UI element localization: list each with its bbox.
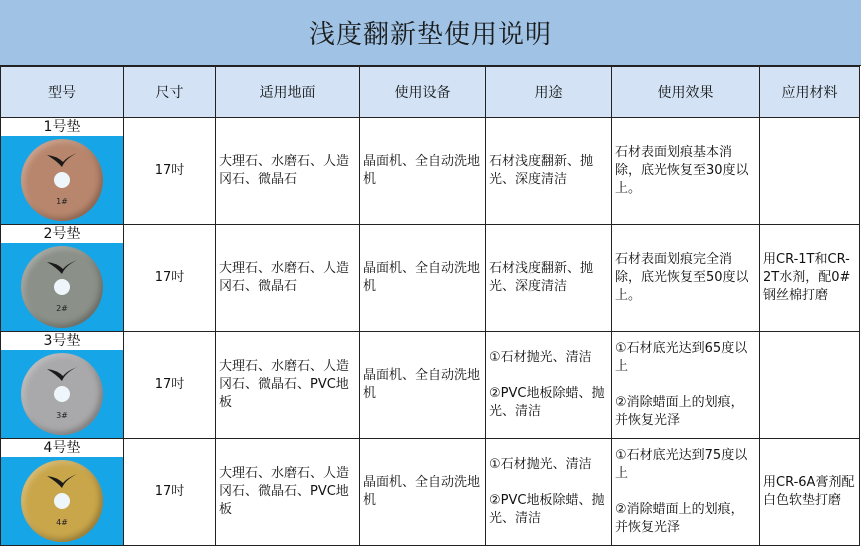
header-model: 型号	[1, 67, 124, 118]
pad-disc	[21, 460, 103, 542]
use-cell	[486, 332, 612, 439]
header-use: 用途	[486, 67, 612, 118]
use-line: 石材浅度翻新、抛光、深度清洁	[489, 261, 594, 294]
bird-logo-icon	[45, 258, 79, 276]
table-row	[1, 118, 860, 225]
bird-logo-icon	[45, 472, 79, 490]
spec-table	[0, 66, 860, 546]
floor-cell: 大理石、水磨石、人造冈石、微晶石、PVC地板	[216, 439, 360, 546]
spacer	[615, 483, 756, 501]
floor-cell: 大理石、水磨石、人造冈石、微晶石	[216, 118, 360, 225]
pad-code: 3#	[56, 411, 68, 420]
pad-image	[1, 136, 123, 224]
size-cell: 17吋	[124, 439, 216, 546]
title-bar	[0, 0, 861, 66]
equipment-cell: 晶面机、全自动洗地机	[360, 225, 486, 332]
equipment-cell: 晶面机、全自动洗地机	[360, 439, 486, 546]
use-line: ①石材抛光、清洁	[489, 350, 592, 365]
model-cell	[1, 118, 124, 225]
header-floor: 适用地面	[216, 67, 360, 118]
bird-logo-icon	[45, 151, 79, 169]
material-cell: 用CR-1T和CR-2T水剂，配0#钢丝棉打磨	[760, 225, 860, 332]
pad-image	[1, 350, 123, 438]
pad-center-hole	[54, 386, 70, 402]
effect-cell	[612, 439, 760, 546]
pad-image	[1, 457, 123, 545]
effect-cell	[612, 332, 760, 439]
effect-cell	[612, 225, 760, 332]
material-cell	[760, 118, 860, 225]
material-cell: 用CR-6A膏剂配白色软垫打磨	[760, 439, 860, 546]
pad-center-hole	[54, 493, 70, 509]
header-row	[1, 67, 860, 118]
model-cell	[1, 332, 124, 439]
pad-center-hole	[54, 279, 70, 295]
effect-line: ①石材底光达到65度以上	[615, 341, 748, 374]
model-name: 2号垫	[1, 225, 123, 243]
effect-cell	[612, 118, 760, 225]
header-material: 应用材料	[760, 67, 860, 118]
effect-line: ①石材底光达到75度以上	[615, 448, 748, 481]
table-row	[1, 225, 860, 332]
spacer	[615, 376, 756, 394]
pad-code: 4#	[56, 518, 68, 527]
floor-cell: 大理石、水磨石、人造冈石、微晶石、PVC地板	[216, 332, 360, 439]
equipment-cell: 晶面机、全自动洗地机	[360, 332, 486, 439]
use-line: ①石材抛光、清洁	[489, 457, 592, 472]
model-cell	[1, 439, 124, 546]
spacer	[489, 367, 608, 385]
equipment-cell: 晶面机、全自动洗地机	[360, 118, 486, 225]
model-name: 4号垫	[1, 439, 123, 457]
use-cell	[486, 118, 612, 225]
table-row	[1, 439, 860, 546]
effect-line: ②消除蜡面上的划痕，并恢复光泽	[615, 502, 744, 535]
use-line: ②PVC地板除蜡、抛光、清洁	[489, 386, 605, 419]
pad-disc	[21, 139, 103, 221]
pad-disc	[21, 353, 103, 435]
header-equipment: 使用设备	[360, 67, 486, 118]
model-name: 3号垫	[1, 332, 123, 350]
effect-line: ②消除蜡面上的划痕，并恢复光泽	[615, 395, 744, 428]
model-cell	[1, 225, 124, 332]
pad-disc	[21, 246, 103, 328]
use-line: ②PVC地板除蜡、抛光、清洁	[489, 493, 605, 526]
page-title: 浅度翻新垫使用说明	[308, 20, 552, 50]
effect-line: 石材表面划痕基本消除，底光恢复至30度以上。	[615, 145, 749, 196]
floor-cell: 大理石、水磨石、人造冈石、微晶石	[216, 225, 360, 332]
size-cell: 17吋	[124, 225, 216, 332]
size-cell: 17吋	[124, 332, 216, 439]
pad-code: 2#	[56, 304, 68, 313]
use-line: 石材浅度翻新、抛光、深度清洁	[489, 154, 594, 187]
header-size: 尺寸	[124, 67, 216, 118]
header-effect: 使用效果	[612, 67, 760, 118]
use-cell	[486, 225, 612, 332]
size-cell: 17吋	[124, 118, 216, 225]
pad-image	[1, 243, 123, 331]
model-name: 1号垫	[1, 118, 123, 136]
effect-line: 石材表面划痕完全消除，底光恢复至50度以上。	[615, 252, 749, 303]
spacer	[489, 474, 608, 492]
table-row	[1, 332, 860, 439]
use-cell	[486, 439, 612, 546]
pad-center-hole	[54, 172, 70, 188]
bird-logo-icon	[45, 365, 79, 383]
pad-code: 1#	[56, 197, 68, 206]
material-cell	[760, 332, 860, 439]
